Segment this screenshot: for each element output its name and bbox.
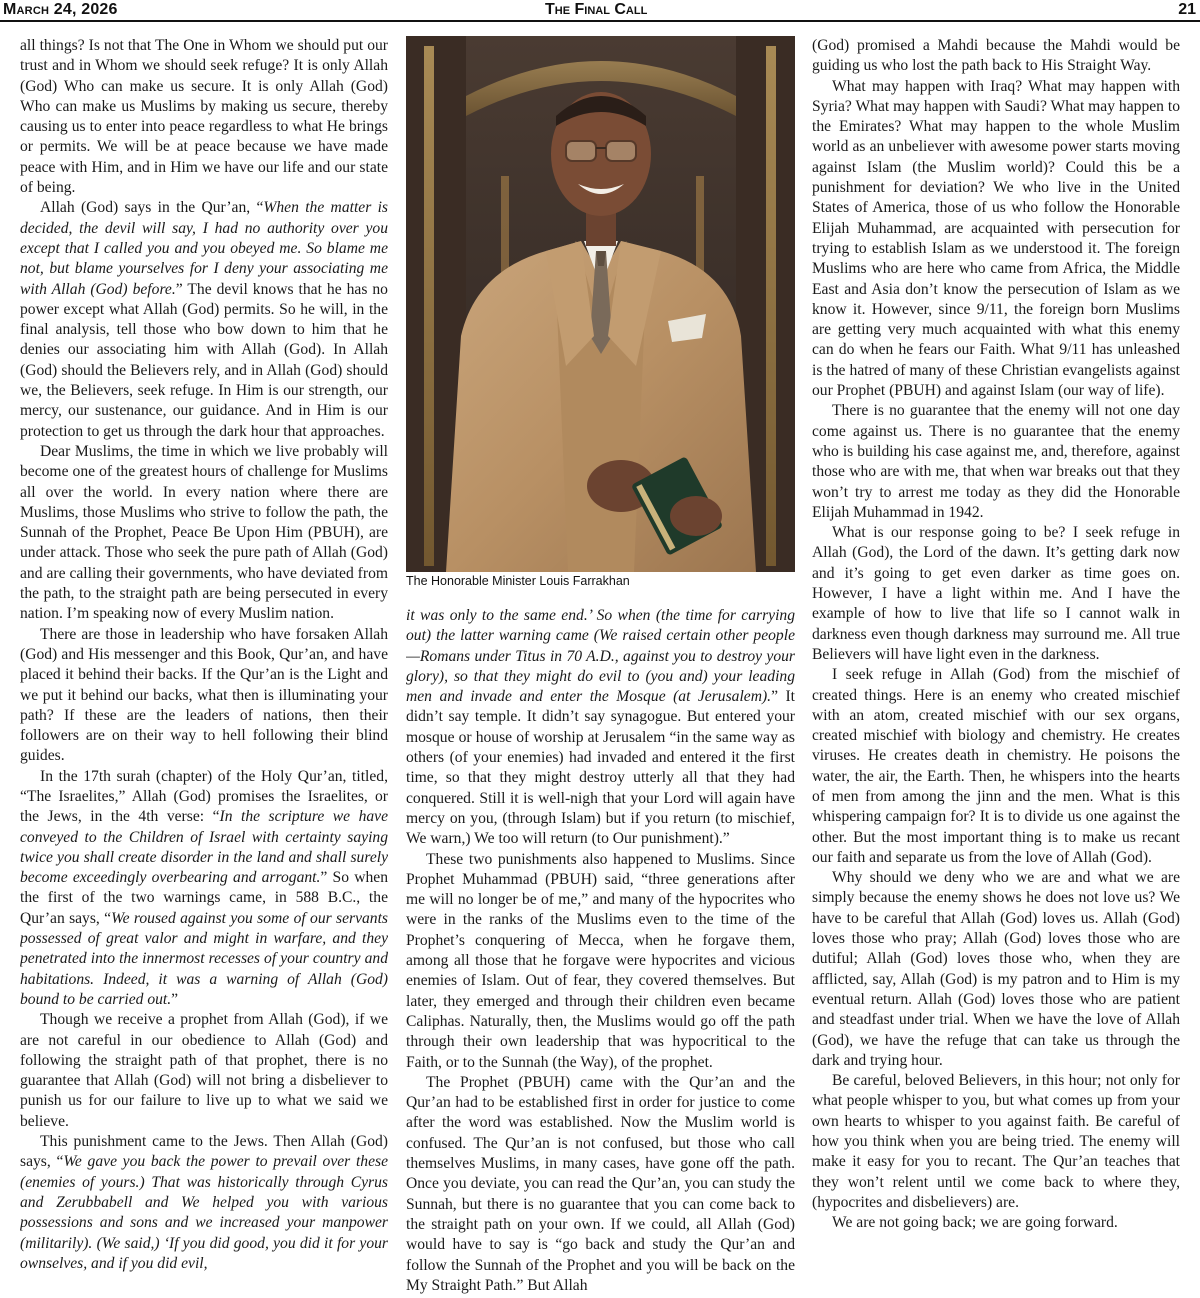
body-text: Be careful, beloved Believers, in this hour; not only for what people whisper to you, but what comes up from your own hearts to whisper to you against faith. Be careful of how you think when you are being tried. The enemy will make it easy for you to recant. The Qur’an teaches that they won’t relent until we come back to where they, (hypocrites and disbelievers) are. (812, 1072, 1180, 1211)
article-paragraph (812, 77, 1180, 402)
page-number: 21 (1178, 1, 1196, 18)
article-paragraph (20, 625, 388, 767)
body-text: These two punishments also happened to Muslims. Since Prophet Muhammad (PBUH) said, “three generations after me will no longer be of me,” and many of the hypocrites who were in the ranks of the Muslims even to the time of the Prophet’s conquering of Mecca, when he forgave them, among all those that he forgave were hypocrites and vicious enemies of Islam. Out of fear, they covered themselves. But later, they emerged and through their children even became Caliphas. Naturally, then, the Muslims would go off the path through their own leadership that was hypocritical to the Faith, or to the Sunnah (the Way), of the prophet. (406, 850, 795, 1071)
body-text: There are those in leadership who have forsaken Allah (God) and His messenger and this Book, Qur’an, and have placed it behind their backs. If the Qur’an is the Light and we put it behind our backs, what then is illuminating your path? If these are the leaders of nations, then their followers are on their way to hell following their blind guides. (20, 625, 388, 765)
quote-text: We roused against you some of our servants possessed of great valor and might in warfare, and they penetrated into the innermost recesses of your country and habitations. Indeed, it was a warning of Allah (God) bound to be carried out. (20, 909, 388, 1008)
body-text: ” So when the first of the two warnings came, in 588 B.C., the Qur’an says, “ (20, 869, 388, 927)
body-text: Allah (God) says in the Qur’an, “ (40, 199, 264, 217)
body-text: There is no guarantee that the enemy will not one day come against us. There is no guarantee that the enemy who is building his case against me, and, therefore, against those who are with me, that when war breaks out that they won’t try to arrest me today as they did the Honorable Elijah Muhammad in 1942. (812, 402, 1180, 521)
body-text: What is our response going to be? I seek refuge in Allah (God), the Lord of the dawn. It’s getting dark now and it’s going to get even darker as time goes on. However, I have a light within me. And I have the example of how to live that life so I cannot walk in darkness even though darkness may surround me. All true Believers will have light even in the darkness. (812, 524, 1180, 663)
article-paragraph (812, 665, 1180, 868)
quote-text: it was only to the same end.’ So when (the time for carrying out) the latter warning came (We raised certain other people—Romans under Titus in 70 A.D., against you to destroy your glory), so that they might do evil to (you and) your leading men and invade and enter the Mosque (at Jerusalem). (406, 607, 795, 706)
article-paragraph (812, 868, 1180, 1071)
publication-name: The Final Call (545, 1, 648, 18)
article-paragraph (20, 767, 388, 1011)
portrait-illustration (406, 36, 795, 572)
article-paragraph (20, 1132, 388, 1274)
article-paragraph (812, 36, 1180, 77)
body-text: I seek refuge in Allah (God) from the mischief of created things. Here is an enemy who created mischief with an atom, created mischief with our sex organs, created mischief with biology and chemistry. He creates viruses. He creates death in chemistry. He poisons the water, the air, the Earth. Then, he whispers into the hearts of men from among the jinn and the men. What is this whispering campaign for? It is to divide us one against the other. But the most important thing is to make us recant our faith and separate us from the love of Allah (God). (812, 666, 1180, 866)
article-paragraph (20, 1010, 388, 1132)
article-paragraph (812, 401, 1180, 523)
article-paragraph (406, 1073, 795, 1296)
body-text: We are not going back; we are going forward. (832, 1214, 1118, 1232)
photo-caption: The Honorable Minister Louis Farrakhan (406, 574, 630, 588)
body-text: Why should we deny who we are and what we are simply because the enemy shows he does not love us? We have to be careful that Allah (God) loves us. Allah (God) loves those who pray; Allah (God) loves those who are dutiful; Allah (God) loves those who, when they are afflicted, say, Allah (God) is my patron and to Him is my eventual return. Allah (God) loves those who are patient and steadfast under trial. When we have the love of Allah (God), we have the refuge that can take us through the dark and trying hour. (812, 869, 1180, 1069)
body-text: This punishment came to the Jews. Then Allah (God) says, “ (20, 1133, 388, 1171)
article-paragraph (20, 36, 388, 198)
article-paragraph (20, 198, 388, 442)
article-paragraph (812, 1213, 1180, 1233)
quote-text: When the matter is decided, the devil will say, I had no authority over you except that I called you and you obeyed me. So blame me not, but blame yourselves for I deny your associating me with Allah (God) before. (20, 199, 388, 298)
body-text: What may happen with Iraq? What may happen with Syria? What may happen with Saudi? What may happen to the Emirates? What may happen to the whole Muslim world as an unbeliever with awesome power starts moving against Islam (the Muslim world)? Could this be a punishment for deviation? We who live in the United States of America, those of us who follow the Honorable Elijah Muhammad, are acquainted with persecution for trying to establish Islam as we understood it. The foreign Muslims who are here who came from Africa, the Middle East and Asia don’t know the persecution of Islam as we know it. However, since 9/11, the foreign born Muslims are getting very much acquainted with what this enemy can do when he fears our Faith. What 9/11 has unleashed is the hatred of many of these Christian evangelists against our Prophet (PBUH) and against Islam (our way of life). (812, 77, 1180, 400)
body-text: Though we receive a prophet from Allah (God), if we are not careful in our obedience to Allah (God) and following the straight path of that prophet, there is no guarantee that Allah (God) will not bring a disbeliever to punish us for our failure to live up to what we said we believe. (20, 1011, 388, 1130)
quote-text: We gave you back the power to prevail over these (enemies of yours.) That was historically through Cyrus and Zerubbabell and We helped you with various possessions and sons and we increased your manpower (militarily). (We said,) ‘If you did good, you did it for your ownselves, and if you did evil, (20, 1153, 388, 1272)
article-paragraph (20, 442, 388, 625)
article-paragraph (812, 1071, 1180, 1213)
article-paragraph (406, 850, 795, 1073)
body-text: ” The devil knows that he has no power except what Allah (God) permits. So he will, in the final analysis, tell those who bow down to him that he denies our associating him with Allah (God). In Allah (God) should the Believers rely, and in Allah (God) should we, the Believers, seek refuge. In Him is our strength, our mercy, our sustenance, our guidance. And in Him is our protection to get us through the dark hour that approaches. (20, 280, 388, 440)
article-column-middle (406, 606, 795, 1296)
page-header (0, 0, 1200, 22)
article-column-left (20, 36, 388, 1296)
article-column-right (812, 36, 1180, 1296)
body-text: all things? Is not that The One in Whom we should put our trust and in Whom we should seek refuge? It is only Allah (God) Who can make us secure. It is only Allah (God) Who can make us Muslims by making us secure, thereby causing us to enter into peace regardless to what He brings or permits. We will be at peace because we have made peace with Him, and in Him we have our life and our state of being. (20, 37, 388, 197)
body-text: (God) promised a Mahdi because the Mahdi would be guiding us who lost the path back to His Straight Way. (812, 37, 1180, 75)
body-text: The Prophet (PBUH) came with the Qur’an and the Qur’an had to be established first in order for justice to come after the word was established. Now the Muslim world is confused. The Qur’an is not confused, but those who call themselves Muslims, in many cases, have gone off the path. Once you deviate, you can read the Qur’an, you can study the Sunnah, but there is no guarantee that you can come back to the straight path on your own. If we could, all Allah (God) would have to say is “go back and study the Qur’an and follow the Sunnah of the Prophet and you will be back on the My Straight Path.” But Allah (406, 1073, 795, 1294)
body-text: ” It didn’t say temple. It didn’t say synagogue. But entered your mosque or house of worship at Jerusalem “in the same way as others (of your enemies) had invaded and entered it the first time, so that they might destroy utterly all that they had conquered. Still it is well-nigh that your Lord will again have mercy on you, (through Islam) but if you return (to mischief, We warn,) We too will return (to Our punishment).” (406, 688, 795, 848)
article-paragraph (406, 606, 795, 850)
article-paragraph (812, 523, 1180, 665)
body-text: In the 17th surah (chapter) of the Holy Qur’an, titled, “The Israelites,” Allah (God) promises the Israelites, or the Jews, in the 4th verse: “ (20, 767, 388, 826)
quote-text: In the scripture we have conveyed to the Children of Israel with certainty saying twice you shall create disorder in the land and shall surely become exceedingly overbearing and arrogant. (20, 808, 388, 887)
body-text: ” (171, 990, 179, 1008)
body-text: Dear Muslims, the time in which we live probably will become one of the greatest hours of challenge for Muslims all over the world. In every nation where there are Muslims, those Muslims who strive to follow the path, the Sunnah of the Prophet, Peace Be Upon Him (PBUH), are under attack. Those who seek the pure path of Allah (God) and are calling their governments, who have deviated from the path, to the straight path are being persecuted in every nation. I’m speaking now of every Muslim nation. (20, 442, 388, 623)
issue-date: March 24, 2026 (3, 1, 118, 18)
portrait-photo (406, 36, 795, 572)
